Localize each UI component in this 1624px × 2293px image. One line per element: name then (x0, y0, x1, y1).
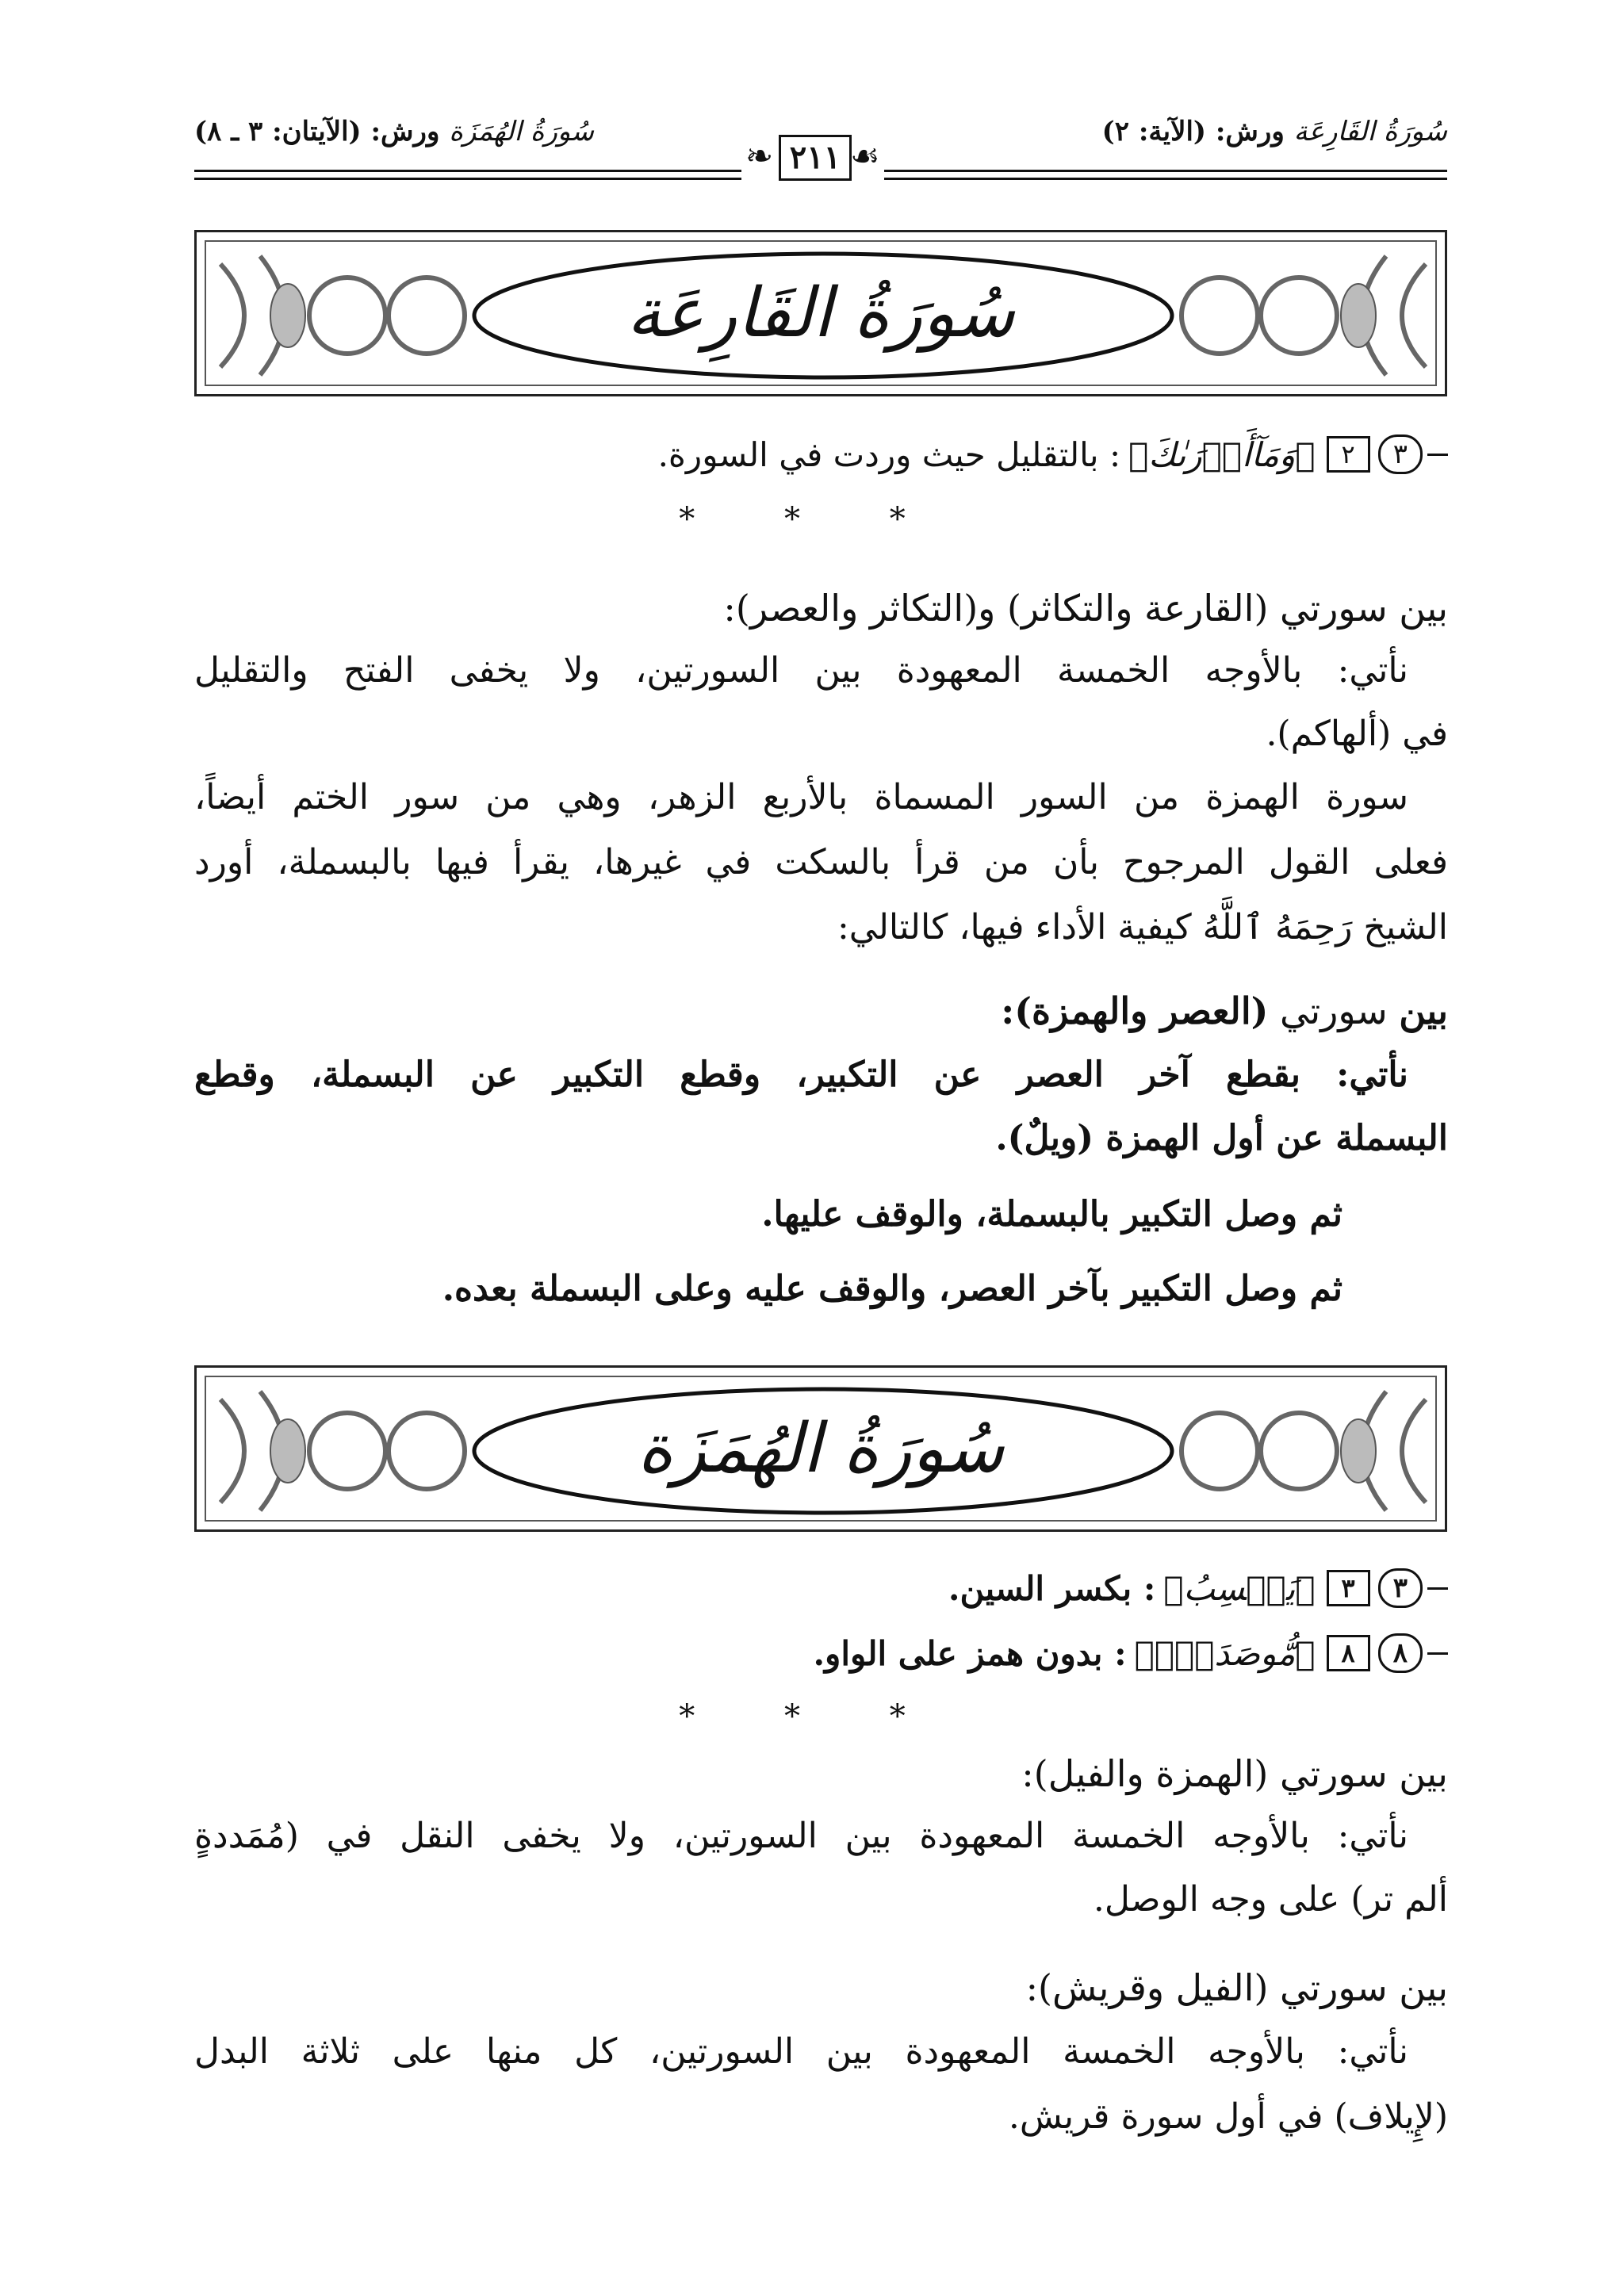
bold-paragraph-line: ثم وصل التكبير بآخر العصر، والوقف عليه وعلى البسملة بعده. (442, 1269, 1342, 1309)
flourish-left-icon: ❧ (745, 136, 774, 175)
ref-note: : بدون همز على الواو. (813, 1633, 1127, 1673)
header-rule-left (194, 170, 741, 172)
bold-paragraph-line: البسملة عن أول الهمزة (ويلٌ). (995, 1118, 1448, 1158)
paragraph-line: الشيخ رَحِمَهُ ٱللَّهُ كيفية الأداء فيها، كالتالي: (837, 907, 1448, 947)
arrow-tail-icon (1427, 1587, 1448, 1590)
verse-ref-humaza-8 (813, 1633, 1448, 1673)
page-number-frame (745, 132, 880, 184)
paragraph-line: (لإِيلاف) في أول سورة قريش. (1008, 2096, 1448, 2137)
quran-word: ﴿يَحۡسِبُ﴾ (1163, 1568, 1316, 1608)
sura-banner-humaza (194, 1365, 1447, 1532)
quran-word: ﴿وَمَآأَدۡرَىٰكَ﴾ (1128, 434, 1316, 474)
header-right-sura: سُورَةُ القَارِعَة (1293, 116, 1447, 147)
header-right-text: ورش: (الآية: ٢) (1101, 116, 1285, 147)
flourish-right-icon: ☙ (850, 136, 880, 175)
bold-paragraph-line: نأتي: بقطع آخر العصر عن التكبير، وقطع التكبير عن البسملة، وقطع (194, 1055, 1408, 1095)
paragraph-line: نأتي: بالأوجه الخمسة المعهودة بين السورتين، ولا يخفى النقل في (مُمَددةٍ (194, 1816, 1408, 1856)
separator-stars: * * * (679, 501, 945, 538)
verse-number-box: ٢ (1327, 436, 1370, 473)
section-heading-qariah-takathur: بين سورتي (القارعة والتكاثر) و(التكاثر والعصر): (723, 587, 1448, 630)
paragraph-line: فعلى القول المرجوح بأن من قرأ بالسكت في غيرها، يقرأ فيها بالبسملة، أورد (194, 842, 1448, 882)
header-right (1102, 116, 1447, 147)
bold-paragraph-line: ثم وصل التكبير بالبسملة، والوقف عليها. (761, 1194, 1342, 1235)
banner-title-qariah: سُورَةُ القَارِعَة (626, 274, 1015, 353)
verse-ref-qariah-2 (658, 434, 1448, 474)
paragraph-line: نأتي: بالأوجه الخمسة المعهودة بين السورتين، كل منها على ثلاثة البدل (194, 2031, 1408, 2072)
ayah-count-badge: ٣ (1378, 1568, 1423, 1608)
verse-ref-humaza-3 (948, 1568, 1448, 1608)
paragraph-line: نأتي: بالأوجه الخمسة المعهودة بين السورتين، ولا يخفى الفتح والتقليل (194, 650, 1408, 691)
paragraph-line: ألم تر) على وجه الوصل. (1093, 1879, 1448, 1920)
arrow-tail-icon (1427, 1652, 1448, 1655)
ref-note: : بكسر السين. (948, 1568, 1156, 1608)
ayah-count-badge: ٨ (1378, 1633, 1423, 1673)
heading-prefix: بين (1399, 990, 1448, 1032)
header-left-sura: سُورَةُ الهُمَزَة (449, 116, 595, 147)
sura-banner-qariah (194, 230, 1447, 396)
verse-number-box: ٨ (1327, 1635, 1370, 1671)
section-heading-asr-humaza (1001, 990, 1448, 1032)
header-rule-right-2 (884, 178, 1447, 180)
banner-title-humaza: سُورَةُ الهُمَزَة (637, 1409, 1005, 1488)
section-heading-humaza-fil: بين سورتي (الهمزة والفيل): (1021, 1752, 1448, 1795)
heading-bold: (العصر والهمزة): (1001, 990, 1269, 1032)
verse-number-box: ٣ (1327, 1570, 1370, 1606)
paragraph-line: في (ألهاكم). (1266, 714, 1448, 754)
section-heading-fil-quraysh: بين سورتي (الفيل وقريش): (1025, 1966, 1448, 2009)
ayah-count-badge: ٣ (1378, 434, 1423, 474)
heading-mid: سورتي (1268, 990, 1400, 1032)
quran-word: ﴿مُّوصَدَةُۢ﴾ (1134, 1633, 1316, 1673)
header-rule-left-2 (194, 178, 741, 180)
arrow-tail-icon (1427, 454, 1448, 456)
header-left (194, 116, 594, 147)
page-number: ٢١١ (779, 135, 852, 181)
header-rule-right (884, 170, 1447, 172)
header-left-text: ورش: (الآيتان: ٣ ـ ٨) (194, 116, 440, 147)
paragraph-line: سورة الهمزة من السور المسماة بالأربع الزهر، وهي من سور الختم أيضاً، (194, 777, 1408, 817)
ref-note: : بالتقليل حيث وردت في السورة. (657, 434, 1121, 474)
separator-stars: * * * (679, 1698, 945, 1735)
